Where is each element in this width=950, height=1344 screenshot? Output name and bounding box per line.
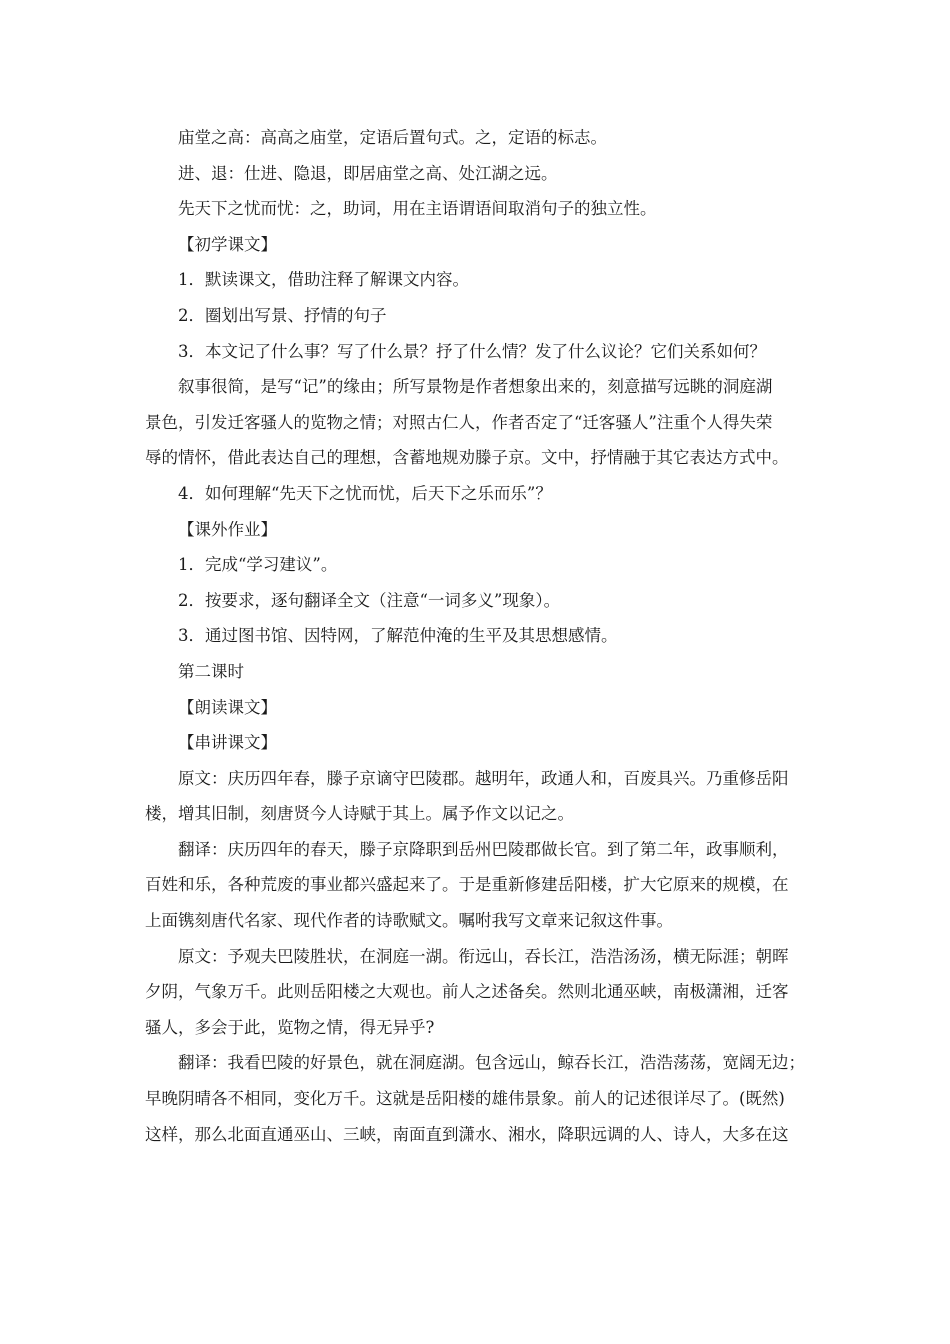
paragraph-line: 早晚阴晴各不相同，变化万千。这就是岳阳楼的雄伟景象。前人的记述很详尽了。(既然) — [145, 1089, 785, 1109]
list-item: 1．完成“学习建议”。 — [178, 555, 338, 575]
paragraph-line: 翻译：我看巴陵的好景色，就在洞庭湖。包含远山，鲸吞长江，浩浩荡荡，宽阔无边； — [178, 1053, 805, 1073]
paragraph-line: 夕阴，气象万千。此则岳阳楼之大观也。前人之述备矣。然则北通巫峡，南极潇湘，迁客 — [145, 982, 789, 1002]
document-page — [145, 120, 810, 1152]
list-item: 2．圈划出写景、抒情的句子 — [178, 305, 387, 325]
paragraph-line: 百姓和乐，各种荒废的事业都兴盛起来了。于是重新修建岳阳楼，扩大它原来的规模，在 — [145, 875, 789, 895]
paragraph-line: 辱的情怀，借此表达自己的理想，含蓄地规劝滕子京。文中，抒情融于其它表达方式中。 — [145, 448, 789, 468]
paragraph-line: 叙事很简，是写“记”的缘由；所写景物是作者想象出来的，刻意描写远眺的洞庭湖 — [178, 377, 773, 397]
list-item: 1．默读课文，借助注释了解课文内容。 — [178, 270, 469, 290]
section-heading: 【串讲课文】 — [178, 733, 277, 753]
paragraph-line: 骚人，多会于此，览物之情，得无异乎? — [145, 1017, 435, 1037]
section-heading: 【课外作业】 — [178, 519, 277, 539]
paragraph-line: 翻译：庆历四年的春天，滕子京降职到岳州巴陵郡做长官。到了第二年，政事顺利， — [178, 839, 789, 859]
paragraph-line: 景色，引发迁客骚人的览物之情；对照古仁人，作者否定了“迁客骚人”注重个人得失荣 — [145, 412, 773, 432]
list-item: 3．通过图书馆、因特网，了解范仲淹的生平及其思想感情。 — [178, 626, 618, 646]
paragraph-line: 这样，那么北面直通巫山、三峡，南面直到潇水、湘水，降职远调的人、诗人，大多在这 — [145, 1124, 789, 1144]
list-item: 4．如何理解“先天下之忧而忧，后天下之乐而乐”？ — [178, 483, 552, 503]
section-heading: 【初学课文】 — [178, 234, 277, 254]
paragraph-line: 原文：庆历四年春，滕子京谪守巴陵郡。越明年，政通人和，百废具兴。乃重修岳阳 — [178, 768, 789, 788]
lesson-heading: 第二课时 — [178, 661, 244, 681]
list-item: 3．本文记了什么事？写了什么景？抒了什么情？发了什么议论？它们关系如何？ — [178, 341, 766, 361]
paragraph-line: 上面镌刻唐代名家、现代作者的诗歌赋文。嘱咐我写文章来记叙这件事。 — [145, 911, 673, 931]
paragraph-line: 原文：予观夫巴陵胜状，在洞庭一湖。衔远山，吞长江，浩浩汤汤，横无际涯；朝晖 — [178, 946, 789, 966]
section-heading: 【朗读课文】 — [178, 697, 277, 717]
paragraph-line: 楼，增其旧制，刻唐贤今人诗赋于其上。属予作文以记之。 — [145, 804, 574, 824]
text-line: 庙堂之高：高高之庙堂，定语后置句式。之，定语的标志。 — [178, 128, 607, 147]
text-line: 进、退：仕进、隐退，即居庙堂之高、处江湖之远。 — [178, 163, 558, 183]
text-line: 先天下之忧而忧：之，助词，用在主语谓语间取消句子的独立性。 — [178, 199, 657, 219]
list-item: 2．按要求，逐句翻译全文（注意“一词多义”现象）。 — [178, 590, 561, 610]
